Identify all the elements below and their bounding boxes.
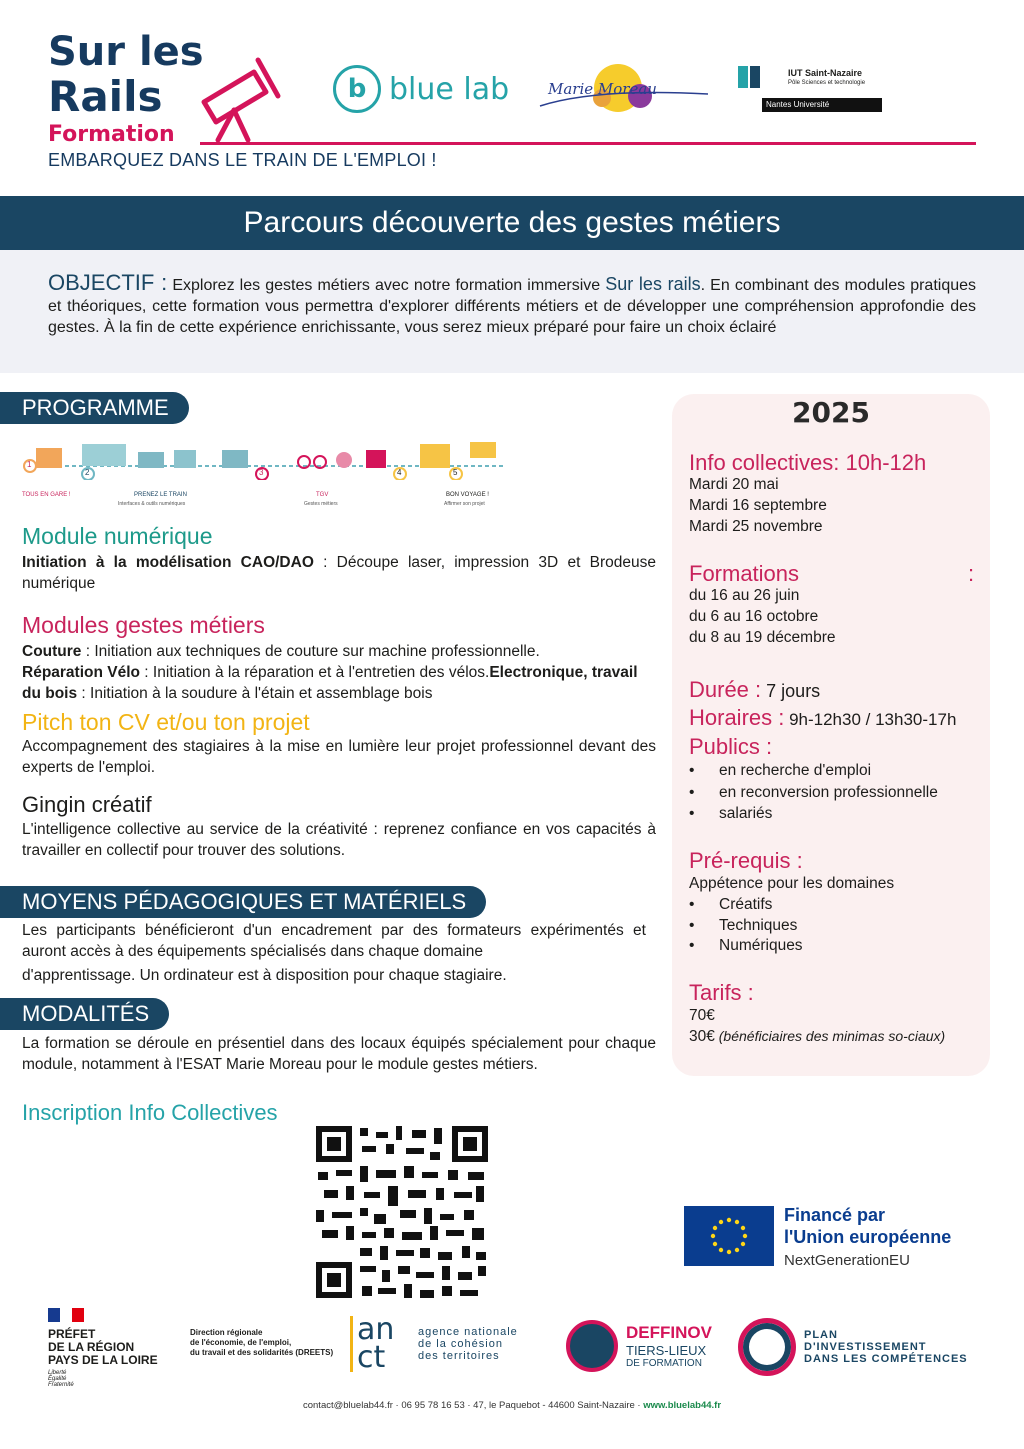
prerequis-item-3-text: Numériques (719, 937, 803, 954)
horaires-label: Horaires : (689, 705, 785, 730)
modalites-tag: MODALITÉS (0, 998, 169, 1030)
publics-item-3-text: salariés (719, 805, 773, 822)
objective-link[interactable]: Sur les rails (605, 274, 701, 294)
prerequis-item-2-text: Techniques (719, 917, 798, 934)
telescope-icon (196, 52, 286, 144)
publics-item-2-text: en reconversion professionnelle (719, 784, 938, 801)
tarif-2 (689, 1026, 959, 1047)
tarif-2-note: (bénéficiaires des minimas so-ciaux) (714, 1028, 946, 1044)
prerequis-item-2 (689, 915, 797, 936)
formations-colon: : (968, 561, 975, 586)
publics-item-2 (689, 782, 938, 803)
module-numerique-lead: Initiation à la modélisation CAO/DAO (22, 554, 314, 571)
anct-line-1: agence nationale (418, 1326, 518, 1338)
objective-text-after: . En combinant des modules pratiques et théoriques, cette formation vous permettra d'explorer différents métiers et de développer une compréhension approfondie des gestes. À la fin de cette expérience enrichissante, vous serez mieux préparé pour faire un choix éclairé (48, 277, 977, 336)
deffinov-line-2: TIERS-LIEUX (626, 1343, 707, 1358)
velo-desc: : Initiation à la réparation et à l'entretien des vélos. (140, 664, 490, 681)
marie-moreau-text: Marie Moreau (548, 80, 657, 98)
timeline-label-1: TOUS EN GARE ! (22, 492, 71, 498)
programme-timeline (22, 440, 510, 512)
marianne-flag-icon (48, 1308, 84, 1322)
module-gestes-title: Modules gestes métiers (22, 612, 265, 638)
duree-row (689, 677, 820, 703)
devise-3: Fraternité (48, 1382, 74, 1388)
deffinov-line-1: DEFFINOV (626, 1323, 712, 1342)
duree-value: 7 jours (761, 681, 821, 701)
pic-logo (738, 1318, 968, 1376)
bullet: • (689, 784, 695, 801)
deffinov-line-3: DE FORMATION (626, 1358, 702, 1369)
page-title: Parcours découverte des gestes métiers (0, 196, 1024, 250)
module-numerique-desc: : Découpe laser, impression 3D et Brodeuse numérique (22, 554, 656, 592)
module-numerique-text (22, 552, 656, 594)
timeline-sublabel-2: Interfaces & outils numériques (118, 501, 186, 507)
info-date-3: Mardi 25 novembre (689, 518, 823, 535)
timeline-label-4: BON VOYAGE ! (446, 492, 489, 498)
objective-label: OBJECTIF : (48, 270, 168, 295)
formations-title: Formations (689, 561, 800, 586)
prefet-line-2: DE LA RÉGION (48, 1340, 135, 1354)
iut-logo (738, 66, 884, 114)
duree-label: Durée : (689, 677, 762, 702)
module-pitch-title: Pitch ton CV et/ou ton projet (22, 709, 310, 735)
eu-line-2: l'Union européenne (784, 1227, 952, 1247)
website-link[interactable]: www.bluelab44.fr (643, 1400, 722, 1411)
solder-icon (366, 450, 386, 468)
publics-item-1 (689, 760, 871, 781)
formation-date-2: du 6 au 16 octobre (689, 608, 819, 625)
electronique-lead: Electronique, travail du bois (22, 664, 638, 702)
info-collectives-title: Info collectives: 10h-12h (689, 450, 927, 475)
velo-lead: Réparation Vélo (22, 664, 140, 681)
programme-tag: PROGRAMME (0, 392, 189, 424)
eu-line-3: NextGenerationEU (784, 1252, 910, 1269)
tarif-1: 70€ (689, 1007, 715, 1024)
timeline-track (22, 440, 510, 480)
eu-flag (684, 1206, 774, 1266)
qr-code[interactable] (316, 1126, 488, 1298)
prerequis-title: Pré-requis : (689, 848, 803, 873)
iut-emblem-icon (738, 66, 762, 92)
timeline-step-1: 1 (27, 460, 32, 469)
anct-mark: an ct (350, 1316, 408, 1372)
timeline-sublabel-3: Gestes métiers (304, 501, 338, 507)
prefet-line-1: PRÉFET (48, 1327, 96, 1341)
iut-university: Nantes Université (762, 98, 882, 112)
module-gingin-text: L'intelligence collective au service de la créativité : reprenez confiance en vos capacités à travailler en collectif pour trouver des solutions. (22, 821, 656, 859)
devise-1: Liberté (48, 1370, 67, 1376)
tarifs-title: Tarifs : (689, 980, 754, 1005)
timeline-step-5: 5 (453, 468, 458, 477)
dreets-text (190, 1328, 333, 1358)
contact-text: contact@bluelab44.fr · 06 95 78 16 53 · 47, le Paquebot - 44600 Saint-Nazaire · (302, 1400, 641, 1411)
timeline-label-2: PRENEZ LE TRAIN (134, 492, 187, 498)
bluelab-circle-icon: b (333, 65, 381, 113)
speech-bubble-icon (470, 442, 496, 458)
gear-icon (336, 452, 352, 468)
deffinov-logo (566, 1320, 712, 1372)
publics-title: Publics : (689, 734, 773, 759)
timeline-label-3: TGV (316, 492, 329, 498)
bullet: • (689, 805, 695, 822)
sewing-machine-icon (222, 450, 248, 468)
timeline-step-2: 2 (85, 468, 90, 477)
module-gestes-text (22, 641, 656, 704)
publics-item-1-text: en recherche d'emploi (719, 762, 872, 779)
computer-icon (82, 444, 126, 466)
prefet-line-3: PAYS DE LA LOIRE (48, 1353, 158, 1367)
modalites-text: La formation se déroule en présentiel dans des locaux équipés spécialement pour chaque module, notamment à l'ESAT Marie Moreau pour le module gestes métiers. (22, 1035, 656, 1073)
header-rule (200, 142, 976, 145)
horaires-row (689, 705, 956, 731)
pic-line-2: D'INVESTISSEMENT (804, 1341, 927, 1353)
formation-date-3: du 8 au 19 décembre (689, 629, 836, 646)
info-date-1: Mardi 20 mai (689, 476, 779, 493)
3d-printer-icon (174, 450, 196, 468)
qr-code-icon (316, 1126, 488, 1298)
electronique-desc: : Initiation à la soudure à l'étain et assemblage bois (77, 685, 433, 702)
tarif-2-price: 30€ (689, 1028, 715, 1045)
timeline-step-3: 3 (259, 468, 264, 477)
bullet: • (689, 896, 695, 913)
timeline-sublabel-4: Affirmer son projet (444, 501, 485, 507)
presenter-icon (420, 444, 450, 468)
pic-seal-icon (738, 1318, 796, 1376)
moyens-text-1: Les participants bénéficieront d'un encadrement par des formateurs expérimentés et auront accès à des équipements spécialisés dans chaque domaine (22, 922, 646, 960)
module-gingin-title: Gingin créatif (22, 792, 152, 817)
module-numerique-title: Module numérique (22, 523, 213, 549)
inscription-title: Inscription Info Collectives (22, 1100, 278, 1125)
prerequis-intro: Appétence pour les domaines (689, 875, 895, 892)
eu-line-1: Financé par (784, 1205, 886, 1225)
info-date-2: Mardi 16 septembre (689, 497, 827, 514)
panel-year: 2025 (792, 396, 870, 429)
bullet: • (689, 937, 695, 954)
timeline-step-4: 4 (397, 468, 402, 477)
bullet: • (689, 917, 695, 934)
logo-formation: Formation (48, 122, 175, 147)
publics-item-3 (689, 803, 772, 824)
moyens-text-2: d'apprentissage. Un ordinateur est à disposition pour chaque stagiaire. (22, 967, 507, 984)
horaires-value: 9h-12h30 / 13h30-17h (784, 710, 957, 729)
bullet: • (689, 762, 695, 779)
devise-2: Égalité (48, 1376, 67, 1382)
header-tagline: EMBARQUEZ DANS LE TRAIN DE L'EMPLOI ! (48, 150, 437, 170)
prefet-logo (48, 1308, 158, 1388)
laser-cutter-icon (138, 452, 164, 468)
iut-subtitle: Pôle Sciences et technologie (788, 80, 866, 86)
anct-logo (350, 1312, 518, 1375)
dreets-line-1: Direction régionale (190, 1328, 263, 1337)
footer-contact (0, 1400, 1024, 1411)
eu-stars-icon (684, 1206, 774, 1266)
bluelab-logo (333, 65, 509, 113)
logo-sur-les: Sur les (48, 29, 204, 75)
logo-rails: Rails (48, 72, 163, 121)
couture-desc: : Initiation aux techniques de couture sur machine professionnelle. (81, 643, 540, 660)
dreets-line-3: du travail et des solidarités (DREETS) (190, 1348, 334, 1357)
moyens-tag: MOYENS PÉDAGOGIQUES ET MATÉRIELS (0, 886, 486, 918)
prerequis-item-1 (689, 894, 772, 915)
deffinov-circle-icon (566, 1320, 618, 1372)
module-pitch-text: Accompagnement des stagiaires à la mise en lumière leur projet professionnel devant des experts de l'emploi. (22, 738, 656, 776)
clipboard-icon (36, 448, 62, 468)
prerequis-item-1-text: Créatifs (719, 896, 773, 913)
dreets-line-2: de l'économie, de l'emploi, (190, 1338, 292, 1347)
prerequis-item-3 (689, 935, 803, 956)
iut-name: IUT Saint-Nazaire (788, 68, 863, 78)
bluelab-wordmark: blue lab (389, 71, 510, 107)
objective-text (48, 272, 976, 338)
marie-moreau-logo (536, 58, 712, 122)
formation-date-1: du 16 au 26 juin (689, 587, 800, 604)
pic-line-3: DANS LES COMPÉTENCES (804, 1353, 968, 1365)
pic-line-1: PLAN (804, 1329, 838, 1341)
anct-line-3: des territoires (418, 1350, 500, 1362)
couture-lead: Couture (22, 643, 82, 660)
anct-line-2: de la cohésion (418, 1338, 503, 1350)
objective-text-before: Explorez les gestes métiers avec notre formation immersive (172, 277, 601, 294)
